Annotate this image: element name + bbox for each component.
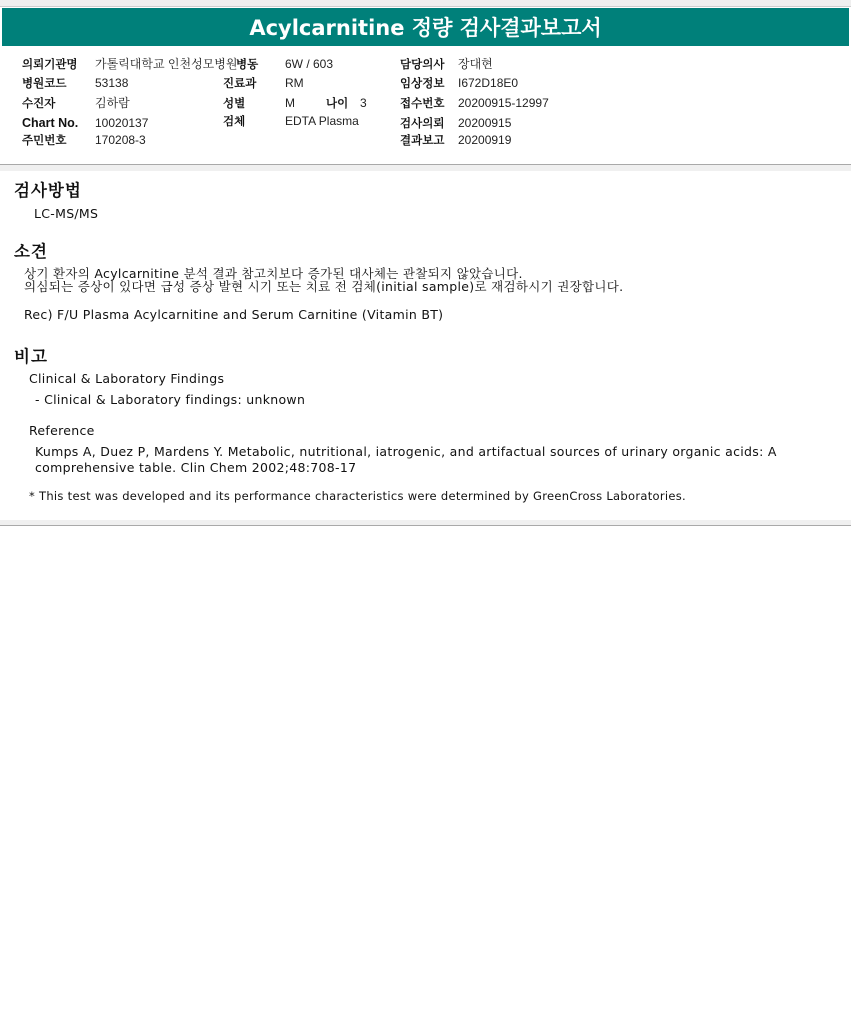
reference-title: Reference [29,423,95,438]
dept-label: 진료과 [223,76,257,90]
footnote: * This test was developed and its performance characteristics were determined by GreenCross Laboratories. [29,489,687,503]
reference-line-1: Kumps A, Duez P, Mardens Y. Metabolic, nutritional, iatrogenic, and artifactual sources of urinary organic acids: A [35,444,777,459]
clinical-info-label: 임상정보 [400,76,445,90]
dept-value: RM [285,76,304,90]
clinical-info-value: I672D18E0 [458,76,519,90]
chart-label: Chart No. [22,116,79,130]
ward-value: 6W / 603 [285,57,334,71]
report-title: Acylcarnitine 정량 검사결과보고서 [2,8,849,46]
remarks-heading: 비고 [14,347,48,366]
top-border [0,0,851,7]
findings-line-2: 의심되는 증상이 있다면 급성 증상 발현 시기 또는 치료 전 검체(initial sample)로 재검하시기 권장합니다. [24,279,624,294]
clinical-findings-title: Clinical & Laboratory Findings [29,371,225,386]
findings-heading: 소견 [14,242,48,261]
request-value: 20200915 [458,116,512,130]
method-heading: 검사방법 [14,181,82,200]
ward-label: 병동 [236,57,259,71]
receiver-value: 김하람 [95,96,130,110]
reception-no-value: 20200915-12997 [458,96,549,110]
method-text: LC-MS/MS [34,206,99,221]
sex-value: M [285,96,295,110]
age-label: 나이 [326,96,349,110]
findings-line-1: 상기 환자의 Acylcarnitine 분석 결과 참고치보다 증가된 대사체는 관찰되지 않았습니다. [24,266,523,281]
receiver-label: 수진자 [22,96,56,110]
specimen-label: 검체 [223,114,246,128]
request-label: 검사의뢰 [400,116,445,130]
specimen-value: EDTA Plasma [285,114,359,128]
doctor-value: 장대현 [458,57,493,71]
clinical-findings-item: - Clinical & Laboratory findings: unknown [35,392,306,407]
institution-value: 가톨릭대학교 인천성모병원 [95,57,238,71]
reference-line-2: comprehensive table. Clin Chem 2002;48:708-17 [35,460,357,475]
report-label: 결과보고 [400,133,445,147]
resident-value: 170208-3 [95,133,146,147]
sex-label: 성별 [223,96,246,110]
resident-label: 주민번호 [22,133,67,147]
age-value: 3 [360,96,367,110]
institution-label: 의뢰기관명 [22,57,78,71]
chart-value: 10020137 [95,116,149,130]
report-value: 20200919 [458,133,512,147]
hospital-code-label: 병원코드 [22,76,67,90]
bottom-border [0,520,851,526]
report-body [0,170,851,520]
findings-recommendation: Rec) F/U Plasma Acylcarnitine and Serum Carnitine (Vitamin BT) [24,307,444,322]
hospital-code-value: 53138 [95,76,129,90]
doctor-label: 담당의사 [400,57,445,71]
reception-no-label: 접수번호 [400,96,445,110]
patient-info [0,50,851,162]
